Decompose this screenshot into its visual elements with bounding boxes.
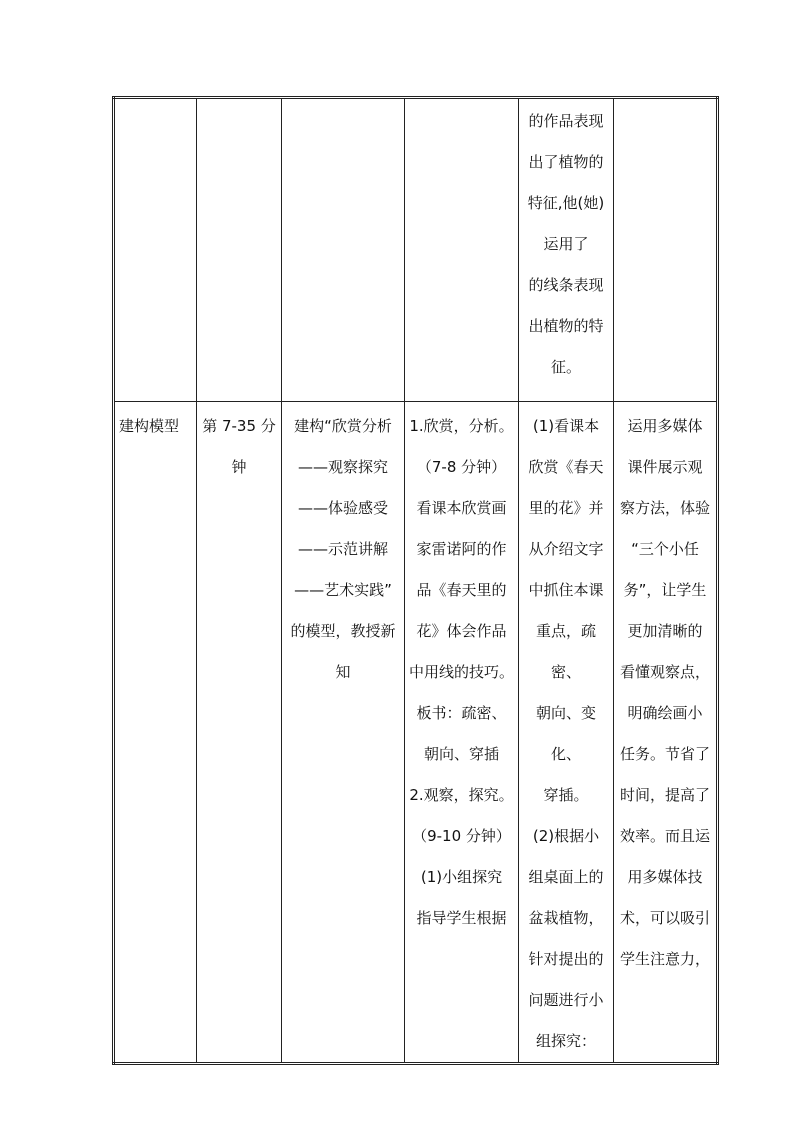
goal-cell-empty xyxy=(282,98,405,402)
lesson-plan-table xyxy=(112,96,719,1065)
table-row xyxy=(114,402,718,1064)
text-line: 组桌面上的 xyxy=(528,868,604,886)
text-line: “三个小任 xyxy=(631,540,699,558)
stage-cell xyxy=(114,402,197,1064)
text-line: 更加清晰的 xyxy=(627,622,703,640)
goal-cell xyxy=(282,402,405,1064)
text-line: 出了植物的 xyxy=(528,153,604,171)
text-line: 花》体会作品 xyxy=(416,622,507,640)
text-line: 务”，让学生 xyxy=(623,581,707,599)
text-line: 针对提出的 xyxy=(528,950,604,968)
text-line: (1)小组探究 xyxy=(420,868,503,886)
text-line: 运用多媒体 xyxy=(627,417,703,435)
student-activity-cell xyxy=(519,98,614,402)
time-cell xyxy=(197,402,282,1064)
text-line: 钟 xyxy=(231,458,247,476)
text-line: 看课本欣赏画 xyxy=(416,499,507,517)
text-line: 术，可以吸引 xyxy=(619,909,710,927)
text-line: 问题进行小 xyxy=(528,991,604,1009)
text-line: 任务。节省了 xyxy=(619,745,710,763)
text-line: 征。 xyxy=(550,358,581,376)
design-intent-cell xyxy=(614,402,718,1064)
text-line: 朝向、变化、 xyxy=(535,704,596,763)
text-line: 指导学生根据 xyxy=(416,909,507,927)
text-line: ——观察探究 xyxy=(297,458,388,476)
text-line: ——体验感受 xyxy=(297,499,388,517)
text-line: 组探究： xyxy=(535,1032,596,1050)
text-line: 时间，提高了 xyxy=(619,786,710,804)
teacher-activity-cell xyxy=(405,402,519,1064)
text-line: 明确绘画小 xyxy=(627,704,703,722)
text-line: 效率。而且运 xyxy=(619,827,710,845)
text-line: 用多媒体技 xyxy=(627,868,703,886)
text-line: 里的花》并 xyxy=(528,499,604,517)
text-line: (2)根据小 xyxy=(532,827,600,845)
text-line: 穿插。 xyxy=(543,786,589,804)
text-line: 学生注意力， xyxy=(619,950,710,968)
stage-cell-empty xyxy=(114,98,197,402)
text-line: 的线条表现 xyxy=(528,276,604,294)
text-line: 看懂观察点， xyxy=(619,663,710,681)
stage-label: 建构模型 xyxy=(119,417,180,435)
student-activity-cell xyxy=(519,402,614,1064)
teacher-cell-empty xyxy=(405,98,519,402)
table-row xyxy=(114,98,718,402)
text-line: 的作品表现 xyxy=(528,112,604,130)
text-line: 特征,他(她) xyxy=(527,194,605,212)
text-line: (1)看课本 xyxy=(532,417,600,435)
text-line: 知 xyxy=(335,663,351,681)
text-line: 2.观察，探究。 xyxy=(409,786,514,804)
text-line: 板书：疏密、 xyxy=(416,704,507,722)
text-line: 第 7-35 分 xyxy=(202,417,276,435)
text-line: 中用线的技巧。 xyxy=(409,663,515,681)
text-line: （7-8 分钟） xyxy=(416,458,507,476)
text-line: （9-10 分钟） xyxy=(412,827,511,845)
text-line: 盆栽植物， xyxy=(528,909,604,927)
time-cell-empty xyxy=(197,98,282,402)
text-line: 品《春天里的 xyxy=(416,581,507,599)
text-line: 察方法，体验 xyxy=(619,499,710,517)
text-line: 从介绍文字 xyxy=(528,540,604,558)
text-line: 的模型，教授新 xyxy=(290,622,396,640)
text-line: 建构“欣赏分析 xyxy=(294,417,392,435)
intent-cell-empty xyxy=(614,98,718,402)
text-line: 课件展示观 xyxy=(627,458,703,476)
text-line: 中抓住本课 xyxy=(528,581,604,599)
text-line: ——示范讲解 xyxy=(297,540,388,558)
text-line: ——艺术实践” xyxy=(294,581,392,599)
text-line: 家雷诺阿的作 xyxy=(416,540,507,558)
text-line: 重点，疏密、 xyxy=(535,622,596,681)
text-line: 朝向、穿插 xyxy=(423,745,499,763)
text-line: 1.欣赏，分析。 xyxy=(409,417,514,435)
text-line: 欣赏《春天 xyxy=(528,458,604,476)
text-line: 运用了 xyxy=(543,235,589,253)
text-line: 出植物的特 xyxy=(528,317,604,335)
